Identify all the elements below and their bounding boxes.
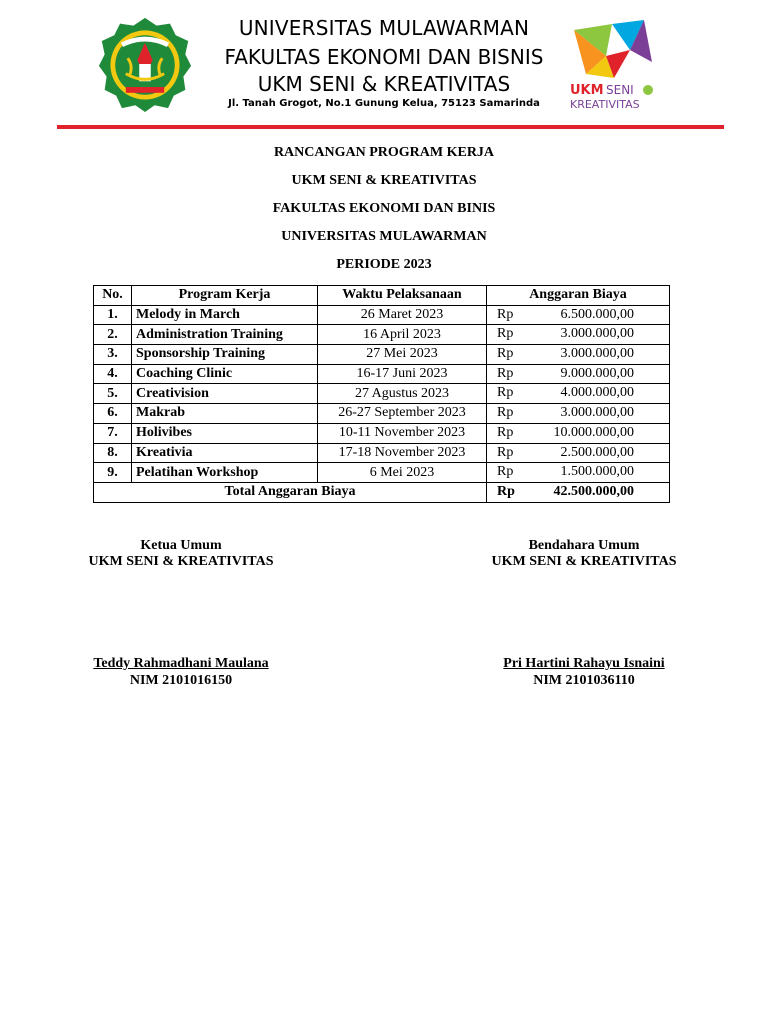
signatory-name: Pri Hartini Rahayu Isnaini (503, 656, 665, 671)
doc-title: RANCANGAN PROGRAM KERJA (273, 145, 495, 160)
row-program: Kreativia (132, 443, 318, 463)
header-budget: Anggaran Biaya (487, 286, 670, 306)
table-row (94, 305, 670, 325)
amount: 4.000.000,00 (560, 385, 634, 401)
row-no: 9. (94, 463, 132, 483)
amount: 3.000.000,00 (560, 405, 634, 421)
row-budget (487, 404, 670, 424)
signatory-org: UKM SENI & KREATIVITAS (491, 554, 677, 569)
table-row (94, 463, 670, 483)
row-no: 2. (94, 325, 132, 345)
table-row (94, 345, 670, 365)
table-row (94, 384, 670, 404)
amount: 1.500.000,00 (560, 464, 634, 480)
row-no: 8. (94, 443, 132, 463)
faculty-name: FAKULTAS EKONOMI DAN BISNIS (224, 45, 544, 69)
table-row (94, 364, 670, 384)
row-budget (487, 384, 670, 404)
row-program: Holivibes (132, 423, 318, 443)
row-time: 6 Mei 2023 (318, 463, 487, 483)
signatory-nim: NIM 2101016150 (129, 673, 233, 688)
row-no: 6. (94, 404, 132, 424)
row-program: Coaching Clinic (132, 364, 318, 384)
row-budget (487, 364, 670, 384)
row-time: 26 Maret 2023 (318, 305, 487, 325)
currency: Rp (497, 385, 514, 401)
header-time: Waktu Pelaksanaan (318, 286, 487, 306)
currency: Rp (497, 424, 514, 440)
signatory-name: Teddy Rahmadhani Maulana (93, 656, 269, 671)
row-time: 16 April 2023 (318, 325, 487, 345)
row-program: Melody in March (132, 305, 318, 325)
header-no: No. (94, 286, 132, 306)
row-budget (487, 423, 670, 443)
header-program: Program Kerja (132, 286, 318, 306)
logo-text-kreativitas: KREATIVITAS (570, 98, 640, 111)
currency: Rp (497, 326, 514, 342)
row-program: Makrab (132, 404, 318, 424)
signatory-role: Ketua Umum (140, 538, 222, 553)
amount: 6.500.000,00 (560, 306, 634, 322)
row-budget (487, 345, 670, 365)
row-time: 17-18 November 2023 (318, 443, 487, 463)
row-no: 7. (94, 423, 132, 443)
amount: 10.000.000,00 (553, 424, 634, 440)
row-program: Sponsorship Training (132, 345, 318, 365)
currency: Rp (497, 405, 514, 421)
plus-icon (643, 85, 653, 95)
row-time: 26-27 September 2023 (318, 404, 487, 424)
row-program: Pelatihan Workshop (132, 463, 318, 483)
table-row (94, 443, 670, 463)
table-row (94, 423, 670, 443)
table-header-row (94, 286, 670, 306)
currency: Rp (497, 365, 514, 381)
row-budget (487, 463, 670, 483)
amount: 2.500.000,00 (560, 444, 634, 460)
header-divider (57, 125, 724, 129)
row-time: 27 Agustus 2023 (318, 384, 487, 404)
total-budget (487, 482, 670, 502)
currency: Rp (497, 444, 514, 460)
table-row (94, 325, 670, 345)
row-no: 4. (94, 364, 132, 384)
amount: 3.000.000,00 (560, 346, 634, 362)
total-label: Total Anggaran Biaya (94, 482, 487, 502)
table-total-row (94, 482, 670, 502)
row-time: 16-17 Juni 2023 (318, 364, 487, 384)
row-no: 3. (94, 345, 132, 365)
program-table (93, 285, 670, 503)
signatory-role: Bendahara Umum (528, 538, 640, 553)
row-budget (487, 443, 670, 463)
doc-subtitle-university: UNIVERSITAS MULAWARMAN (281, 229, 487, 244)
ukm-pinwheel-logo (566, 16, 658, 112)
doc-subtitle-faculty: FAKULTAS EKONOMI DAN BINIS (272, 201, 496, 216)
row-time: 10-11 November 2023 (318, 423, 487, 443)
row-budget (487, 305, 670, 325)
university-name: UNIVERSITAS MULAWARMAN (238, 16, 530, 40)
currency: Rp (497, 306, 514, 322)
total-amount: 42.500.000,00 (553, 483, 634, 499)
row-no: 1. (94, 305, 132, 325)
doc-period: PERIODE 2023 (336, 257, 432, 272)
row-no: 5. (94, 384, 132, 404)
amount: 9.000.000,00 (560, 365, 634, 381)
doc-subtitle-org: UKM SENI & KREATIVITAS (291, 173, 477, 188)
logo-text-ukm: UKM (570, 83, 604, 98)
table-row (94, 404, 670, 424)
logo-text-seni: SENI (606, 83, 634, 97)
row-program: Administration Training (132, 325, 318, 345)
signatory-nim: NIM 2101036110 (533, 673, 635, 688)
amount: 3.000.000,00 (560, 326, 634, 342)
currency: Rp (497, 483, 515, 499)
organization-name: UKM SENI & KREATIVITAS (257, 72, 511, 96)
currency: Rp (497, 464, 514, 480)
row-budget (487, 325, 670, 345)
row-program: Creativision (132, 384, 318, 404)
currency: Rp (497, 346, 514, 362)
address: Jl. Tanah Grogot, No.1 Gunung Kelua, 75123 Samarinda (228, 98, 540, 109)
signatory-org: UKM SENI & KREATIVITAS (88, 554, 274, 569)
row-time: 27 Mei 2023 (318, 345, 487, 365)
